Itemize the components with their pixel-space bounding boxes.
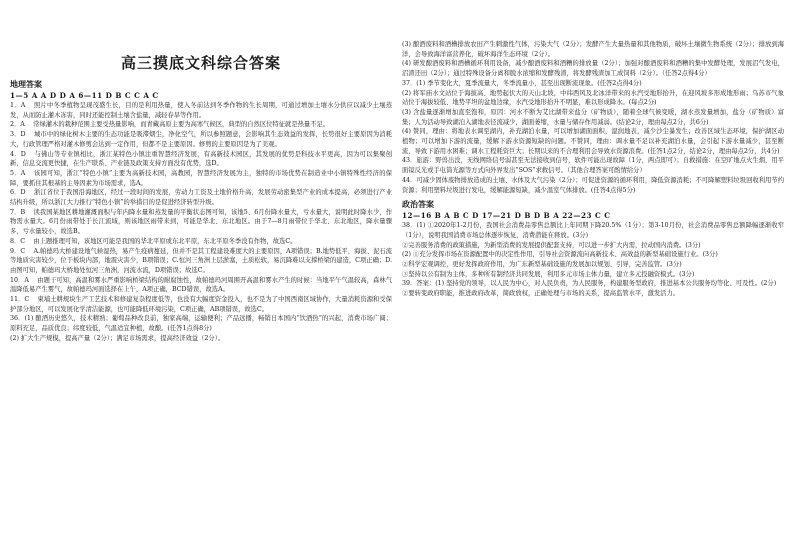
answer-paragraph: 4．D 与佛山等专业镇相比，浙江某特色小镇注重智慧经济发展，有高新技术园区，其发展的优势是科技水平更高，因为可以集聚创新，信息交流更快捷，在生产联系、产业链及政策支持方面没有优势，选D。 (10, 150, 392, 168)
answer-paragraph: (2) ①充分发挥市场在资源配置中的决定性作用，引导社会资源流向高新技术、高效益的新型基础设施行业。(3分) (402, 251, 718, 259)
answer-paragraph: 8．C 由上题推理可知，该地区可能是我国的华北平原或东北平原，东北平原冬季没有作物，故选C。 (10, 237, 297, 245)
answer-paragraph: 39．答案：(1) 坚持党的领导，以人民为中心，对人民负责，为人民服务，构建服务型政府，推进基本公共服务均等化、可及性。(2分) (402, 280, 777, 288)
geography-explanations (10, 101, 392, 344)
answer-paragraph: ②科学宏观调控，更好发挥政府作用，为广东新型基础设施的发展加以规划、引导，完善监管。(3分) (402, 261, 682, 269)
answer-paragraph: 7．B 读我国某地区耕地灌溉面积与年内降水量和蒸发量的平衡状态图可知，该地5、6月份降水量大，亏水量大，说明此时降水少，作物需水量大。6月份雨带处于长江流域，则该地区雨带来到，可能是华北、东北地区。由于7—8月雨带位于华北、东北地区，降水量骤多，亏水量较小，故选B。 (10, 208, 392, 236)
answer-paragraph: 1．A 照片中冬季植物呈现茂盛生长，目的是利用热量，使入冬前达到冬季作物的生长周期，可通过增加土壤水分供应以减少土壤蒸发，从而防止灌木冻害，同时还能控制土壤含盐量，减轻春旱等作用。 (10, 102, 392, 119)
answer-paragraph: 11．C 柬埔土耕规块生产工艺技术和修建复杂程度低等，也没有大幅度资金投入，也不是为了中国西南区域协作，大量消耗资源和受保护部分地区，可以发展化学清洁能源，也可能降低环境污染，C项正确，AB项错误，故选C。 (10, 296, 392, 313)
answer-paragraph: (4) 赞同，理由：将地表水调至湖内，补充湖泊水量，可以增加湖面面积，湿润地表，减少沙尘暴发生；改善区域生态环境，保护湖区动植物；可以增加下游的流量，缓解下游水资源短缺的问题。不赞同，理由：调水量不足以补充湖泊水量，会引起下游水量减少，甚至断流，导致下游用水困难；调水工程耗资巨大；长期以来的不合理利用会导致水资源浪费。(任答1点2分，结论2分，理由每点2分，共4分) (402, 128, 784, 155)
left-column (10, 0, 392, 560)
answer-paragraph: ②要转变政府职能，推进政府改革，简政放权，正确处理与市场的关系，提高监管水平，激发活力。 (402, 290, 680, 298)
politics-explanations (402, 221, 784, 299)
politics-heading: 政治答案 (402, 199, 434, 210)
answer-paragraph: 2．A 常绿灌木的栽种范围主要受热量影响，而青藏高原主要为高寒气候区，典型的自然区位特征就是热量不足。 (10, 121, 330, 129)
answer-paragraph: ②完善服务消费的政策措施，为新型消费的发展提供配套支持，可以进一步扩大内需，拉动国内消费。(3分) (402, 241, 701, 249)
answer-paragraph: 43．旅游：野兽出没，无线网络信号弱甚至无法接收到信号，软件可能出现故障（1分，两点即可）；自救措施：在空旷地点火生烟，用平面镜反光或手电筒光源等方式向外界发出“SOS”求救信号。（其他合理答案可酌情给分） (402, 157, 784, 175)
answer-paragraph: 5．A 该园可知，浙江“特色小镇”主要为高新技术园，高教园，智慧经济发展为主，独特的市场优势在制造业中小镇特殊性经济的保障，要抓住其根基的主导因素为市场需求，选A。 (10, 169, 392, 187)
answer-paragraph: 44．可减少固体废物排放造成的土壤、水体及大气污染（2分）；可促进资源的循环利用，降低资源消耗；不可降解塑料垃圾回收利用节约资源；利用塑料垃圾进行发电，缓解能源短缺，减少温室气体排放。(任答4点得5分) (402, 176, 784, 194)
geography-choice-answers: 1—5 A A D D A 6—11 D B C C A C (10, 91, 159, 100)
answer-paragraph: 6．D 浙江省位于我国沿海地区，经过一段时间的发展，劳动力工资及土地价格升高，发展劳动密集型产业的成本提高，必须进行产业结构升级，所以浙江大力推行“特色小镇”的举措目的是促进经济转型升级。 (10, 189, 392, 207)
answer-paragraph: (2) 将军庙水文站位于海拔高、地势起伏大的天山北坡，中纬西风及北冰洋带来的水汽受地形抬升，在迎风坡多形成地形雨；乌苏市气象站位于海拔较低、地势平坦的盆地边缘，水汽受地形抬升不明显，难以形成降水。(每点2分) (402, 89, 784, 107)
answer-paragraph: (2) 扩大生产规模，提高产量（2分）；满足市场需求，提高经济效益（2分）。 (10, 334, 225, 342)
geography-heading: 地理答案 (10, 79, 42, 89)
answer-paragraph: 37．(1) 季节变化大，夏季流量大，冬季流量小，甚至出现断流现象。(任答2点得4分) (402, 79, 642, 87)
page-title: 高三摸底文科综合答案 (120, 54, 281, 72)
answer-paragraph: 38．(1) ①2020年1-2月份，我国社会消费品零售总额比上年同期下降20.5%（1分）；第3-10月份，社会消费品零售总额降幅逐渐收窄（1分），说明我国消费市场总体逐步恢复，消费潜能在释放。(3分) (402, 222, 784, 239)
answer-paragraph: 3．D 城市中的绿化树木主要的生态功能是吸滞烟尘，净化空气，所以参照题意，会影响其生态效益的发挥，长势很好主要原因为消耗大，行政管理严格对灌木修剪会达到一定作用，但都不是主要原因。修剪的主要原因是为了美观。 (10, 131, 392, 148)
answer-paragraph: (3) 酿酒废料和酒槽排放农田产生刺激性气体，污染大气（2分）；发酵产生大量热量和其他物质，破坏土壤微生物系统（2分）；排放到海洋，会导致海洋富营养化，破坏海洋生态环境（2分）。 (402, 41, 784, 58)
answer-paragraph: 9．C A.帕德玛大桥建设地气候湿热，易产生疫病蔓延，但并不是其工程建设难度大的主要原因，A项错误；B.地势低平，海拔、泥石流等地质灾害较少，位于板块内部，地震灾害少，B项错误；C.恒河三角洲上层淤塞，土质松软，易沉降难以支撑桥梁的建造，C项正确；D.由图可知，帕德玛大桥地处恒河三角洲，河流水流，D项错误；故选C。 (10, 247, 392, 274)
answer-paragraph: 36．(1) 酿酒历史悠久，技术精熟；葡萄品种改良前，独家高端，运输便利；产品远播，畅销日本国内“饮酒热”的兴起，消费市场广阔；原料充足，品质优良；纬度较低，气温适宜种植，故酿。(任答1点得8分) (10, 315, 392, 333)
answer-paragraph: ③坚持以公有制为主体，多种所有制经济共同发展，利用多元市场主体力量，建立多元投融资模式。(3分) (402, 270, 695, 278)
right-column (402, 0, 784, 560)
politics-choice-answers: 12—16 B A B C D 17—21 D B D B A 22—23 C C (402, 211, 611, 221)
geography-subjective-answers (402, 40, 784, 195)
answer-paragraph: 10．A 由题干可知，高温和雾水严重影响桥梁结构的耐腐蚀性，故帕德玛河周围开高温和雾水产生的时候：当地平午气温较高，森林气温降低易产生雾气，故帕德玛河面选择在上午，A项正确，BCD错误，故选A。 (10, 276, 392, 294)
answer-paragraph: (3) 含盐量逐渐增加直至饱和，原因：河水不断为艾比湖带来盐分（矿物质），随着全球气候变暖，湖水蒸发量增加，盐分（矿物质）富集；人为活动导致湖泊入湖地表径流减少，湖面萎缩，水量与储存作用减弱。(结论2分，理由每点2分，共6分) (402, 108, 784, 126)
answer-paragraph: (4) 研发酿酒废料和酒槽循环利用设备，减少酿酒废料和酒糟的排放量（2分）；加强对酿酒废料和酒糟的集中发酵处理，发展沼气发电，沼渣还田（2分）；通过特殊设备分离和脱水浓缩和发酵残渣，将发酵残渣加工成饲料（2分）。（任答2点得4分） (402, 60, 784, 78)
